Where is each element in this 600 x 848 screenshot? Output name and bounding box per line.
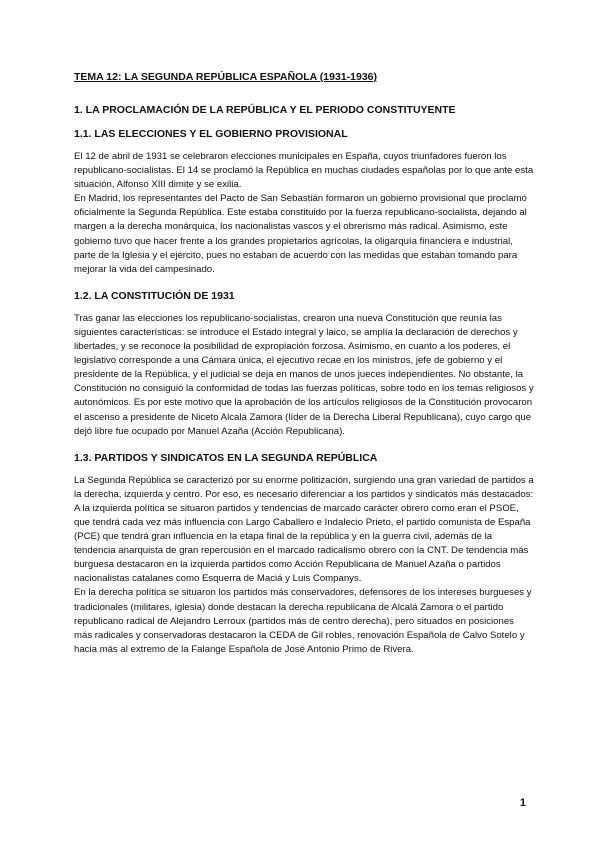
page-number: 1	[519, 797, 526, 809]
section-1-1-paragraph-2: En Madrid, los representantes del Pacto de San Sebastián formaron un gobierno provisional que proclamó oficialmente la Segunda República. Este estaba constituido por la fuerza republicano-socialista, dejando al margen a la derecha monárquica, los nacionalistas vascos y el obrerismo más radical. Asimismo, este gobierno tuvo que hacer frente a los grandes propietarios agrícolas, la oligarquía financiera e industrial, parte de la Iglesia y el ejército, pues no estaban de acuerdo con las medidas que estaban tomando para mejorar la vida del campesinado.	[74, 193, 527, 275]
section-1-3-paragraph-1: La Segunda República se caracterizó por su enorme politización, surgiendo una gran variedad de partidos a la derecha, izquierda y centro. Por eso, es necesario diferenciar a los partidos y sindicatos más destacados:	[74, 474, 534, 500]
document-content	[74, 70, 534, 657]
section-1-1-paragraph-1: El 12 de abril de 1931 se celebraron elecciones municipales en España, cuyos triunfadores fueron los republicano-socialistas. El 14 se proclamó la República en muchas ciudades españolas por lo que ante esta situación, Alfonso XIII dimite y se exilia.	[74, 151, 534, 191]
section-1-2-paragraph-1: Tras ganar las elecciones los republicano-socialistas, crearon una nueva Constitución que reunía las siguientes características: se introduce el Estado integral y laico, se amplía la declaración de derechos y libertades, y se reconoce la posibilidad de expropiación forzosa. Asimismo, en cuanto a los poderes, el legislativo corresponde a una Cámara única, el ejecutivo recae en los ministros, jefe de gobierno y el presidente de la República, y el judicial se deja en manos de unos jueces independientes. No obstante, la Constitución no consiguió la conformidad de todas las fuerzas políticas, sobre todo en los temas religiosos y autonómicos. Es por este motivo que la aprobación de los artículos religiosos de la Constitución provocaron el ascenso a presidente de Niceto Alcalá Zamora (líder de la Derecha Liberal Republicana), cuyo cargo que dejó libre fue ocupado por Manuel Azaña (Acción Republicana).	[74, 312, 534, 437]
section-1-heading: 1. LA PROCLAMACIÓN DE LA REPÚBLICA Y EL PERIODO CONSTITUYENTE	[74, 104, 456, 116]
section-1-3-paragraph-2: A la izquierda política se situaron partidos y tendencias de marcado carácter obrero como eran el PSOE, que tendrá cada vez más influencia con Largo Caballero e Indalecio Prieto, el partido comunista de España (PCE) que tendrá gran influencia en la etapa final de la república y en la guerra civil, además de la tendencia anarquista de gran repercusión en el marcado radicalismo obrero con la CNT. De tendencia más burguesa destacaron en la izquierda partidos como Acción Republicana de Manuel Azaña o partidos nacionalistas catalanes como Esquerra de Maciá y Luis Companys.	[74, 502, 531, 585]
section-1-3-paragraph-3: En la derecha política se situaron los partidos más conservadores, defensores de los intereses burgueses y tradicionales (militares, iglesia) donde destacan la derecha republicana de Alcalá Zamora o el partido republicano radical de Alejandro Lerroux (partidos más de centro derecha), pero situados en posiciones más radicales y conservadoras destacaron la CEDA de Gil robles, renovación Española de Calvo Sotelo y hacia más al extremo de la Falange Española de José Antonio Primo de Rivera.	[74, 587, 532, 655]
section-gap	[74, 439, 534, 451]
section-1-1-heading: 1.1. LAS ELECCIONES Y EL GOBIERNO PROVISIONAL	[74, 128, 348, 140]
section-1-2-heading: 1.2. LA CONSTITUCIÓN DE 1931	[74, 289, 235, 302]
document-title: TEMA 12: LA SEGUNDA REPÚBLICA ESPAÑOLA (1931-1936)	[74, 71, 377, 83]
section-gap	[74, 277, 534, 289]
section-1-3-heading: 1.3. PARTIDOS Y SINDICATOS EN LA SEGUNDA REPÚBLICA	[74, 451, 378, 464]
